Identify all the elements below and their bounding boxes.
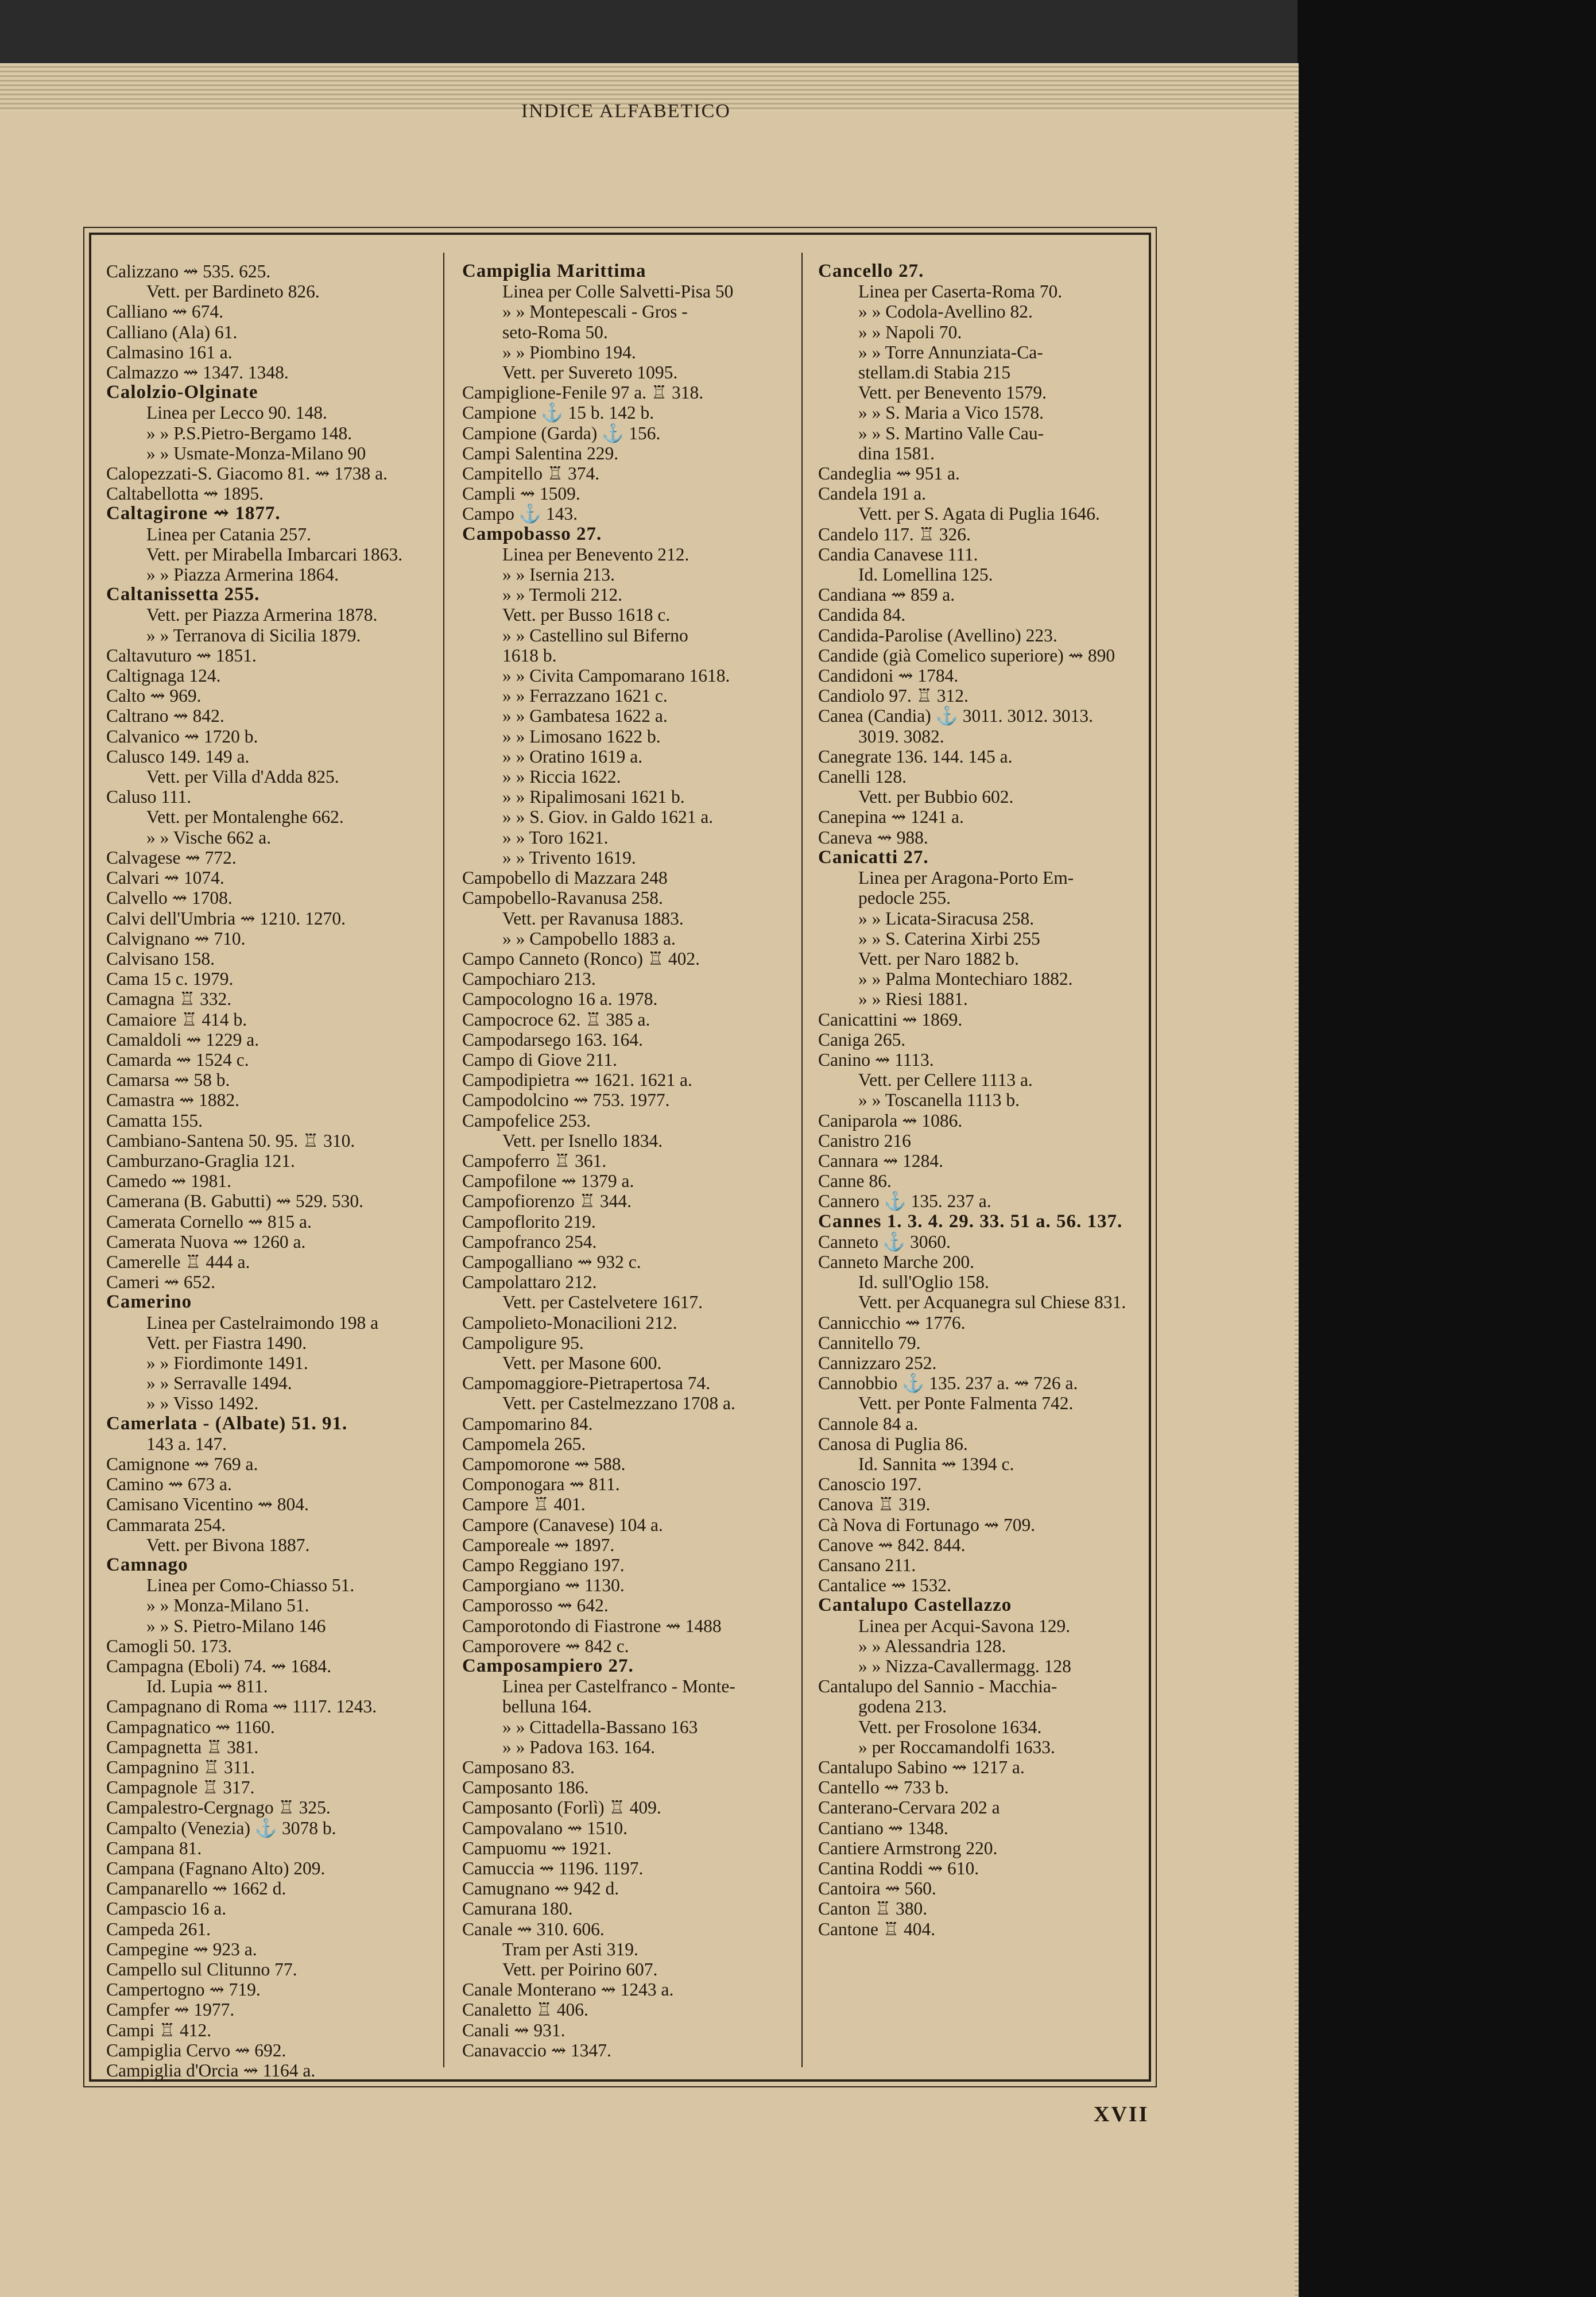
index-entry: » » Toscanella 1113 b. [858, 1090, 1020, 1111]
index-entry: Cammarata 254. [106, 1514, 226, 1535]
index-column-1 [106, 261, 428, 2081]
index-entry: Vett. per S. Agata di Puglia 1646. [858, 504, 1100, 524]
index-entry: » » Vische 662 a. [146, 827, 272, 848]
index-entry: » » Civita Campomarano 1618. [502, 666, 730, 686]
index-entry: stellam.di Stabia 215 [858, 362, 1011, 383]
index-entry: Campomarino 84. [462, 1413, 593, 1434]
index-entry: Cannobbio ⚓ 135. 237 a. ⇝ 726 a. [818, 1373, 1078, 1394]
index-entry: Camuccia ⇝ 1196. 1197. [462, 1858, 644, 1879]
index-entry: » » Licata-Siracusa 258. [858, 908, 1035, 929]
index-entry: Campagnole ♖ 317. [106, 1777, 255, 1798]
index-heading: Campobasso 27. [462, 523, 602, 544]
index-entry: Campoflorito 219. [462, 1211, 596, 1232]
index-entry: 143 a. 147. [146, 1433, 227, 1454]
index-column-3 [818, 261, 1148, 2064]
index-entry: Canterano-Cervara 202 a [818, 1797, 1000, 1818]
index-entry: Candida 84. [818, 605, 906, 625]
index-entry: Linea per Castelraimondo 198 a [146, 1312, 379, 1333]
index-heading: Campiglia Marittima [462, 261, 646, 281]
index-entry: » » Codola-Avellino 82. [858, 301, 1033, 322]
index-entry: Canale ⇝ 310. 606. [462, 1919, 605, 1939]
index-entry: Campodarsego 163. 164. [462, 1029, 643, 1050]
index-entry: Campomaggiore-Pietrapertosa 74. [462, 1373, 711, 1394]
index-entry: Campodipietra ⇝ 1621. 1621 a. [462, 1070, 692, 1091]
index-entry: Campi ♖ 412. [106, 2020, 212, 2040]
index-entry: » » Montepescali - Gros - [502, 301, 688, 322]
index-entry: Canove ⇝ 842. 844. [818, 1534, 966, 1555]
index-entry: Vett. per Acquanegra sul Chiese 831. [858, 1292, 1126, 1313]
index-entry: Vett. per Ravanusa 1883. [502, 908, 684, 929]
index-entry: Calizzano ⇝ 535. 625. [106, 261, 271, 281]
index-entry: Campagnino ♖ 311. [106, 1757, 255, 1778]
index-heading: Camposampiero 27. [462, 1656, 634, 1677]
index-entry: Candeglia ⇝ 951 a. [818, 463, 960, 484]
index-entry: Canaletto ♖ 406. [462, 2000, 588, 2020]
index-column-2 [462, 261, 795, 2064]
index-entry: Cambiano-Santena 50. 95. ♖ 310. [106, 1130, 355, 1151]
index-entry: Campoligure 95. [462, 1332, 584, 1353]
index-entry: Canneto ⚓ 3060. [818, 1231, 951, 1252]
index-entry: Id. Sannita ⇝ 1394 c. [858, 1453, 1014, 1474]
index-entry: » » S. Giov. in Galdo 1621 a. [502, 807, 714, 827]
index-entry: Camignone ⇝ 769 a. [106, 1453, 258, 1474]
index-entry: Cannero ⚓ 135. 237 a. [818, 1191, 991, 1212]
index-entry: Campeda 261. [106, 1919, 211, 1939]
index-entry: Canale Monterano ⇝ 1243 a. [462, 1979, 674, 2000]
index-entry: Candiana ⇝ 859 a. [818, 585, 955, 605]
index-entry: Calvagese ⇝ 772. [106, 847, 237, 868]
index-entry: » per Roccamandolfi 1633. [858, 1737, 1055, 1757]
index-entry: Caltabellotta ⇝ 1895. [106, 484, 264, 504]
index-entry: Campolieto-Monacilioni 212. [462, 1312, 677, 1333]
index-entry: » » Monza-Milano 51. [146, 1595, 309, 1616]
index-entry: belluna 164. [502, 1696, 592, 1717]
index-entry: Componogara ⇝ 811. [462, 1474, 620, 1495]
index-entry: Linea per Aragona-Porto Em- [858, 868, 1074, 888]
index-entry: Cantina Roddi ⇝ 610. [818, 1858, 979, 1879]
index-entry: Camugnano ⇝ 942 d. [462, 1878, 619, 1899]
index-heading: Canicatti 27. [818, 846, 929, 868]
index-entry: Camerana (B. Gabutti) ⇝ 529. 530. [106, 1191, 364, 1212]
index-entry: Canicattini ⇝ 1869. [818, 1009, 963, 1030]
index-entry: Vett. per Masone 600. [502, 1352, 662, 1373]
index-entry: Campoferro ♖ 361. [462, 1150, 607, 1171]
index-entry: Canoscio 197. [818, 1474, 922, 1495]
index-entry: Camporovere ⇝ 842 c. [462, 1635, 629, 1656]
page-number: XVII [1094, 2102, 1149, 2126]
index-entry: Calvello ⇝ 1708. [106, 888, 233, 908]
index-entry: Campagnano di Roma ⇝ 1117. 1243. [106, 1696, 377, 1717]
index-entry: Vett. per Ponte Falmenta 742. [858, 1393, 1074, 1414]
index-entry: Cama 15 c. 1979. [106, 969, 234, 989]
index-entry: Campi Salentina 229. [462, 443, 619, 463]
index-entry: Campomela 265. [462, 1433, 586, 1454]
index-heading: Caltagirone ⇝ 1877. [106, 503, 281, 524]
index-entry: Calvisano 158. [106, 948, 215, 969]
index-entry: dina 1581. [858, 443, 935, 463]
index-entry: Camarsa ⇝ 58 b. [106, 1070, 230, 1091]
index-entry: Camedo ⇝ 1981. [106, 1171, 231, 1192]
index-entry: » » Piombino 194. [502, 342, 636, 362]
index-entry: Vett. per Suvereto 1095. [502, 362, 678, 383]
index-entry: pedocle 255. [858, 888, 951, 908]
index-entry: Calvanico ⇝ 1720 b. [106, 726, 258, 747]
index-entry: Campodolcino ⇝ 753. 1977. [462, 1090, 670, 1111]
index-entry: Camastra ⇝ 1882. [106, 1090, 239, 1111]
index-heading: Camerlata - (Albate) 51. 91. [106, 1413, 348, 1434]
index-entry: Caltignaga 124. [106, 666, 221, 686]
index-entry: Campo ⚓ 143. [462, 504, 578, 524]
index-entry: Vett. per Montalenghe 662. [146, 807, 344, 827]
index-entry: Camatta 155. [106, 1110, 203, 1131]
index-entry: Cantalice ⇝ 1532. [818, 1575, 951, 1596]
index-entry: » » Riccia 1622. [502, 767, 621, 787]
index-entry: » » Torre Annunziata-Ca- [858, 342, 1043, 362]
index-entry: Campochiaro 213. [462, 969, 596, 989]
index-entry: Cantoira ⇝ 560. [818, 1878, 936, 1899]
index-entry: Camurana 180. [462, 1898, 573, 1919]
index-entry: Camerelle ♖ 444 a. [106, 1251, 250, 1272]
index-entry: Canosa di Puglia 86. [818, 1433, 968, 1454]
index-entry: Cà Nova di Fortunago ⇝ 709. [818, 1514, 1036, 1535]
index-entry: Caluso 111. [106, 787, 192, 807]
index-entry: Campli ⇝ 1509. [462, 484, 580, 504]
index-entry: Vett. per Bivona 1887. [146, 1534, 310, 1555]
index-entry: Caneva ⇝ 988. [818, 827, 928, 848]
index-entry: Calto ⇝ 969. [106, 686, 202, 706]
index-entry: Campovalano ⇝ 1510. [462, 1818, 627, 1838]
index-entry: Campagna (Eboli) 74. ⇝ 1684. [106, 1656, 332, 1677]
index-entry: Vett. per Benevento 1579. [858, 382, 1047, 403]
index-entry: Vett. per Mirabella Imbarcari 1863. [146, 544, 403, 564]
index-entry: Camerata Cornello ⇝ 815 a. [106, 1211, 312, 1232]
index-entry: Campione ⚓ 15 b. 142 b. [462, 403, 654, 423]
index-entry: Cantalupo Sabino ⇝ 1217 a. [818, 1757, 1025, 1778]
index-entry: Canneto Marche 200. [818, 1251, 975, 1272]
index-entry: » » Fiordimonte 1491. [146, 1352, 308, 1373]
index-entry: Campascio 16 a. [106, 1898, 227, 1919]
index-heading: Cantalupo Castellazzo [818, 1595, 1012, 1616]
index-entry: Camino ⇝ 673 a. [106, 1474, 232, 1495]
index-entry: Candidoni ⇝ 1784. [818, 666, 959, 686]
index-entry: Cantone ♖ 404. [818, 1919, 936, 1939]
index-entry: Calusco 149. 149 a. [106, 746, 250, 767]
index-entry: Vett. per Isnello 1834. [502, 1130, 663, 1151]
index-entry: Vett. per Fiastra 1490. [146, 1332, 307, 1353]
background-right [1297, 0, 1596, 2297]
index-entry: Camisano Vicentino ⇝ 804. [106, 1494, 309, 1515]
index-entry: Campo Canneto (Ronco) ♖ 402. [462, 948, 700, 969]
index-entry: » » Castellino sul Biferno [502, 625, 688, 645]
index-entry: Campana 81. [106, 1838, 202, 1858]
index-entry: Linea per Benevento 212. [502, 544, 689, 564]
index-entry: Linea per Como-Chiasso 51. [146, 1575, 355, 1596]
index-entry: Candiolo 97. ♖ 312. [818, 686, 969, 706]
index-entry: Camporosso ⇝ 642. [462, 1595, 609, 1616]
index-heading: Cannes 1. 3. 4. 29. 33. 51 a. 56. 137. [818, 1211, 1123, 1232]
index-entry: Campalto (Venezia) ⚓ 3078 b. [106, 1818, 336, 1838]
index-entry: Campobello-Ravanusa 258. [462, 888, 663, 908]
index-entry: » » Serravalle 1494. [146, 1373, 292, 1394]
index-entry: Calliano (Ala) 61. [106, 322, 238, 342]
index-entry: Caltrano ⇝ 842. [106, 706, 224, 726]
index-entry: » » Limosano 1622 b. [502, 726, 661, 747]
index-entry: » » Toro 1621. [502, 827, 609, 848]
index-entry: » » Termoli 212. [502, 585, 622, 605]
index-entry: Campiglia d'Orcia ⇝ 1164 a. [106, 2060, 316, 2081]
index-entry: » » Ripalimosani 1621 b. [502, 787, 685, 807]
index-entry: Cantalupo del Sannio - Macchia- [818, 1676, 1057, 1697]
index-entry: Campocroce 62. ♖ 385 a. [462, 1009, 650, 1030]
index-entry: » » P.S.Pietro-Bergamo 148. [146, 423, 352, 443]
index-entry: Linea per Catania 257. [146, 524, 311, 544]
index-entry: Campobello di Mazzara 248 [462, 868, 668, 888]
index-entry: Camerata Nuova ⇝ 1260 a. [106, 1231, 306, 1252]
index-entry: Candela 191 a. [818, 484, 927, 504]
index-entry: Id. sull'Oglio 158. [858, 1272, 989, 1293]
index-entry: Cantiere Armstrong 220. [818, 1838, 998, 1858]
index-entry: Cannicchio ⇝ 1776. [818, 1312, 966, 1333]
index-entry: Campagnatico ⇝ 1160. [106, 1716, 275, 1737]
index-entry: » » S. Martino Valle Cau- [858, 423, 1044, 443]
index-entry: Linea per Acqui-Savona 129. [858, 1615, 1071, 1636]
index-entry: » » Usmate-Monza-Milano 90 [146, 443, 366, 463]
index-entry: Campuomu ⇝ 1921. [462, 1838, 612, 1858]
page-header: INDICE ALFABETICO [521, 100, 731, 122]
index-entry: Campofilone ⇝ 1379 a. [462, 1171, 634, 1192]
index-entry: » » Terranova di Sicilia 1879. [146, 625, 361, 645]
index-entry: Calvi dell'Umbria ⇝ 1210. 1270. [106, 908, 346, 929]
index-entry: Canino ⇝ 1113. [818, 1049, 934, 1070]
index-entry: Vett. per Piazza Armerina 1878. [146, 605, 378, 625]
index-entry: Vett. per Frosolone 1634. [858, 1716, 1042, 1737]
index-entry: Vett. per Bardineto 826. [146, 281, 320, 302]
index-entry: Calmazzo ⇝ 1347. 1348. [106, 362, 289, 383]
index-entry: Cannara ⇝ 1284. [818, 1150, 943, 1171]
index-entry: Camaldoli ⇝ 1229 a. [106, 1029, 259, 1050]
index-entry: Camposanto 186. [462, 1777, 589, 1798]
index-entry: Campertogno ⇝ 719. [106, 1979, 261, 2000]
index-entry: Canova ♖ 319. [818, 1494, 931, 1515]
index-entry: Camporeale ⇝ 1897. [462, 1534, 615, 1555]
index-entry: Calvignano ⇝ 710. [106, 928, 246, 949]
index-entry: Camarda ⇝ 1524 c. [106, 1049, 249, 1070]
index-entry: Camporgiano ⇝ 1130. [462, 1575, 625, 1596]
index-entry: Linea per Lecco 90. 148. [146, 403, 327, 423]
index-entry: Campolattaro 212. [462, 1272, 597, 1293]
index-entry: » » Padova 163. 164. [502, 1737, 655, 1757]
index-entry: Linea per Caserta-Roma 70. [858, 281, 1063, 302]
index-entry: Campore (Canavese) 104 a. [462, 1514, 663, 1535]
index-entry: Canelli 128. [818, 767, 907, 787]
index-entry: Cannitello 79. [818, 1332, 921, 1353]
index-entry: Linea per Castelfranco - Monte- [502, 1676, 735, 1697]
index-entry: Tram per Asti 319. [502, 1939, 638, 1959]
index-entry: Cameri ⇝ 652. [106, 1272, 215, 1293]
index-entry: seto-Roma 50. [502, 322, 608, 342]
index-entry: » » Palma Montechiaro 1882. [858, 969, 1073, 989]
index-entry: Id. Lupia ⇝ 811. [146, 1676, 268, 1697]
index-heading: Caltanissetta 255. [106, 584, 260, 605]
index-entry: » » Campobello 1883 a. [502, 928, 676, 949]
index-entry: » » Visso 1492. [146, 1393, 259, 1414]
index-entry: Cantello ⇝ 733 b. [818, 1777, 949, 1798]
index-entry: 3019. 3082. [858, 726, 944, 747]
index-entry: Campogalliano ⇝ 932 c. [462, 1251, 641, 1272]
index-entry: Canegrate 136. 144. 145 a. [818, 746, 1013, 767]
index-entry: Camposanto (Forlì) ♖ 409. [462, 1797, 661, 1818]
index-entry: Camporotondo di Fiastrone ⇝ 1488 [462, 1615, 722, 1636]
index-entry: Campegine ⇝ 923 a. [106, 1939, 257, 1959]
index-entry: Campanarello ⇝ 1662 d. [106, 1878, 286, 1899]
index-entry: Campana (Fagnano Alto) 209. [106, 1858, 326, 1879]
index-entry: Campitello ♖ 374. [462, 463, 600, 484]
index-entry: Cannizzaro 252. [818, 1352, 937, 1373]
index-entry: Campello sul Clitunno 77. [106, 1959, 297, 1980]
index-entry: » » Piazza Armerina 1864. [146, 564, 339, 585]
index-entry: Canali ⇝ 931. [462, 2020, 565, 2040]
index-entry: Campofelice 253. [462, 1110, 591, 1131]
index-entry: Camagna ♖ 332. [106, 989, 232, 1010]
index-entry: godena 213. [858, 1696, 947, 1717]
index-entry: Candida-Parolise (Avellino) 223. [818, 625, 1057, 645]
index-entry: Camposano 83. [462, 1757, 575, 1778]
index-entry: Campocologno 16 a. 1978. [462, 989, 658, 1010]
column-rule [801, 253, 803, 2067]
index-entry: Candide (già Comelico superiore) ⇝ 890 [818, 645, 1115, 666]
index-entry: Campo di Giove 211. [462, 1049, 618, 1070]
index-entry: » » Isernia 213. [502, 564, 615, 585]
index-entry: Canea (Candia) ⚓ 3011. 3012. 3013. [818, 706, 1093, 726]
index-entry: » » S. Caterina Xirbi 255 [858, 928, 1040, 949]
index-entry: » » S. Maria a Vico 1578. [858, 403, 1044, 423]
index-entry: Canne 86. [818, 1171, 892, 1192]
index-entry: Caniga 265. [818, 1029, 906, 1050]
index-entry: Candelo 117. ♖ 326. [818, 524, 971, 544]
index-entry: Campofiorenzo ♖ 344. [462, 1191, 632, 1212]
index-entry: Campfer ⇝ 1977. [106, 2000, 235, 2020]
index-entry: Campiglione-Fenile 97 a. ♖ 318. [462, 382, 704, 403]
index-entry: Caltavuturo ⇝ 1851. [106, 645, 257, 666]
index-entry: Canton ♖ 380. [818, 1898, 928, 1919]
index-entry: Calmasino 161 a. [106, 342, 233, 362]
index-entry: Caniparola ⇝ 1086. [818, 1110, 963, 1131]
index-entry: Linea per Colle Salvetti-Pisa 50 [502, 281, 734, 302]
index-entry: Id. Lomellina 125. [858, 564, 993, 585]
index-entry: » » Cittadella-Bassano 163 [502, 1716, 698, 1737]
index-entry: Candia Canavese 111. [818, 544, 978, 564]
index-entry: Vett. per Busso 1618 c. [502, 605, 671, 625]
column-rule [443, 253, 444, 2067]
index-entry: Campione (Garda) ⚓ 156. [462, 423, 661, 443]
index-heading: Calolzio-Olginate [106, 382, 258, 403]
index-entry: » » Nizza-Cavallermagg. 128 [858, 1656, 1071, 1677]
index-heading: Camerino [106, 1291, 192, 1313]
index-entry: Campofranco 254. [462, 1231, 597, 1252]
index-entry: » » Oratino 1619 a. [502, 746, 643, 767]
index-entry: Vett. per Bubbio 602. [858, 787, 1014, 807]
index-entry: Vett. per Castelmezzano 1708 a. [502, 1393, 735, 1414]
index-entry: » » Riesi 1881. [858, 989, 968, 1010]
index-entry: » » S. Pietro-Milano 146 [146, 1615, 326, 1636]
index-entry: Campalestro-Cergnago ♖ 325. [106, 1797, 331, 1818]
index-entry: Campomorone ⇝ 588. [462, 1453, 626, 1474]
index-entry: Cansano 211. [818, 1555, 916, 1575]
index-entry: Camogli 50. 173. [106, 1635, 232, 1656]
index-entry: Vett. per Poirino 607. [502, 1959, 658, 1980]
index-entry: » » Gambatesa 1622 a. [502, 706, 668, 726]
index-entry: Vett. per Castelvetere 1617. [502, 1292, 703, 1313]
index-entry: Vett. per Villa d'Adda 825. [146, 767, 339, 787]
index-entry: Canistro 216 [818, 1130, 911, 1151]
index-entry: Calvari ⇝ 1074. [106, 868, 224, 888]
index-entry: Canavaccio ⇝ 1347. [462, 2040, 611, 2060]
index-entry: 1618 b. [502, 645, 557, 666]
index-entry: » » Napoli 70. [858, 322, 962, 342]
index-entry: Camaiore ♖ 414 b. [106, 1009, 247, 1030]
index-entry: Campagnetta ♖ 381. [106, 1737, 259, 1757]
index-entry: Vett. per Cellere 1113 a. [858, 1070, 1033, 1091]
index-entry: Camburzano-Graglia 121. [106, 1150, 295, 1171]
index-entry: Campo Reggiano 197. [462, 1555, 625, 1575]
index-entry: Calliano ⇝ 674. [106, 301, 223, 322]
index-entry: Cannole 84 a. [818, 1413, 919, 1434]
index-entry: Campiglia Cervo ⇝ 692. [106, 2040, 286, 2060]
index-heading: Cancello 27. [818, 261, 924, 281]
index-entry: » » Ferrazzano 1621 c. [502, 686, 668, 706]
index-entry: Campore ♖ 401. [462, 1494, 586, 1515]
index-entry: Canepina ⇝ 1241 a. [818, 807, 964, 827]
index-entry: » » Trivento 1619. [502, 847, 636, 868]
index-heading: Camnago [106, 1554, 188, 1575]
index-entry: Cantiano ⇝ 1348. [818, 1818, 948, 1838]
index-entry: Calopezzati-S. Giacomo 81. ⇝ 1738 a. [106, 463, 388, 484]
index-entry: » » Alessandria 128. [858, 1635, 1006, 1656]
index-entry: Vett. per Naro 1882 b. [858, 948, 1019, 969]
